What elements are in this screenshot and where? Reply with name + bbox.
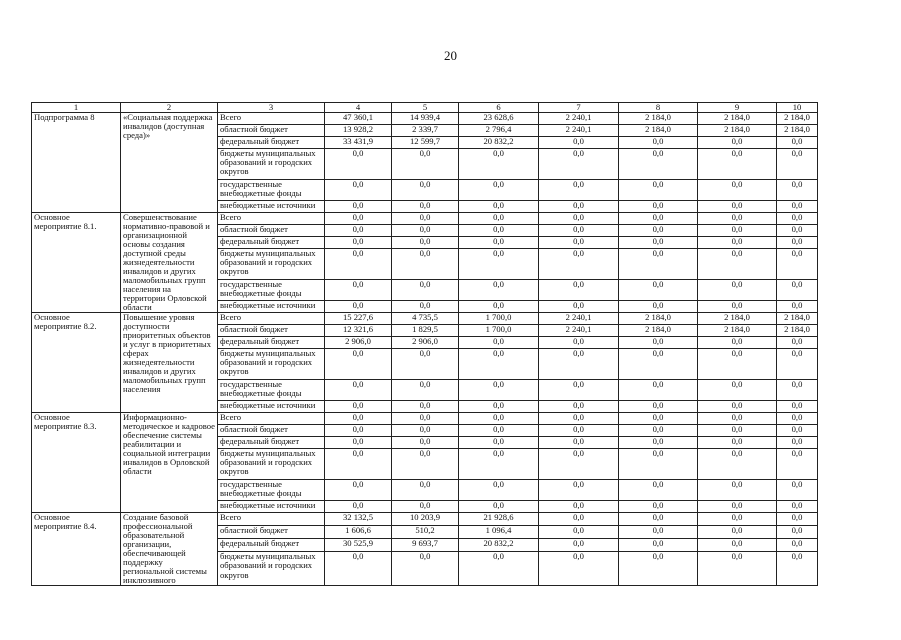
column-header: 6 (459, 103, 539, 113)
amount-cell: 0,0 (539, 526, 619, 539)
amount-cell: 10 203,9 (392, 513, 459, 526)
amount-cell: 0,0 (777, 337, 818, 349)
table-row (32, 513, 818, 526)
amount-cell: 0,0 (392, 349, 459, 380)
amount-cell: 2 184,0 (698, 125, 777, 137)
amount-cell: 0,0 (777, 437, 818, 449)
amount-cell: 0,0 (392, 401, 459, 413)
amount-cell: 0,0 (619, 225, 698, 237)
amount-cell: 21 928,6 (459, 513, 539, 526)
amount-cell: 0,0 (619, 137, 698, 149)
amount-cell: 0,0 (698, 380, 777, 401)
amount-cell: 0,0 (777, 513, 818, 526)
amount-cell: 0,0 (539, 225, 619, 237)
amount-cell: 0,0 (539, 513, 619, 526)
amount-cell: 0,0 (698, 213, 777, 225)
amount-cell: 0,0 (325, 280, 392, 301)
amount-cell: 1 829,5 (392, 325, 459, 337)
amount-cell: 0,0 (777, 301, 818, 313)
amount-cell: 0,0 (777, 480, 818, 501)
amount-cell: 0,0 (619, 201, 698, 213)
amount-cell: 0,0 (392, 449, 459, 480)
amount-cell: 0,0 (777, 213, 818, 225)
amount-cell: 2 184,0 (619, 313, 698, 325)
amount-cell: 2 906,0 (325, 337, 392, 349)
amount-cell: 0,0 (777, 526, 818, 539)
table-row (32, 313, 818, 325)
amount-cell: 0,0 (698, 349, 777, 380)
amount-cell: 2 184,0 (777, 125, 818, 137)
amount-cell: 0,0 (619, 539, 698, 552)
amount-cell: 0,0 (698, 180, 777, 201)
amount-cell: 0,0 (619, 380, 698, 401)
amount-cell: 0,0 (698, 301, 777, 313)
amount-cell: 4 735,5 (392, 313, 459, 325)
page-number: 20 (444, 48, 457, 63)
amount-cell: 1 096,4 (459, 526, 539, 539)
amount-cell: 2 184,0 (777, 313, 818, 325)
funding-source: Всего (218, 213, 325, 225)
amount-cell: 0,0 (698, 501, 777, 513)
amount-cell: 0,0 (325, 449, 392, 480)
amount-cell: 47 360,1 (325, 113, 392, 125)
funding-source: федеральный бюджет (218, 437, 325, 449)
program-code: Основное мероприятие 8.3. (32, 413, 121, 513)
amount-cell: 2 240,1 (539, 113, 619, 125)
amount-cell: 0,0 (698, 225, 777, 237)
program-code: Основное мероприятие 8.2. (32, 313, 121, 413)
amount-cell: 0,0 (777, 225, 818, 237)
amount-cell: 0,0 (539, 237, 619, 249)
amount-cell: 0,0 (539, 539, 619, 552)
amount-cell: 0,0 (619, 213, 698, 225)
amount-cell: 0,0 (777, 201, 818, 213)
amount-cell: 0,0 (698, 280, 777, 301)
column-header: 2 (121, 103, 218, 113)
amount-cell: 0,0 (325, 380, 392, 401)
amount-cell: 0,0 (539, 137, 619, 149)
amount-cell: 0,0 (777, 237, 818, 249)
amount-cell: 0,0 (777, 449, 818, 480)
table-row (32, 213, 818, 225)
amount-cell: 23 628,6 (459, 113, 539, 125)
amount-cell: 1 606,6 (325, 526, 392, 539)
amount-cell: 0,0 (698, 137, 777, 149)
amount-cell: 20 832,2 (459, 539, 539, 552)
amount-cell: 0,0 (777, 425, 818, 437)
funding-source: бюджеты муниципальных образований и городских округов (218, 552, 325, 586)
funding-source: бюджеты муниципальных образований и городских округов (218, 449, 325, 480)
amount-cell: 0,0 (325, 437, 392, 449)
amount-cell: 0,0 (619, 401, 698, 413)
amount-cell: 0,0 (392, 301, 459, 313)
funding-source: федеральный бюджет (218, 237, 325, 249)
amount-cell: 0,0 (698, 552, 777, 586)
column-header: 1 (32, 103, 121, 113)
amount-cell: 20 832,2 (459, 137, 539, 149)
amount-cell: 0,0 (539, 501, 619, 513)
amount-cell: 0,0 (459, 425, 539, 437)
amount-cell: 2 240,1 (539, 313, 619, 325)
amount-cell: 0,0 (698, 449, 777, 480)
amount-cell: 0,0 (392, 552, 459, 586)
amount-cell: 0,0 (619, 552, 698, 586)
amount-cell: 0,0 (459, 180, 539, 201)
amount-cell: 0,0 (619, 526, 698, 539)
amount-cell: 0,0 (619, 413, 698, 425)
amount-cell: 0,0 (777, 137, 818, 149)
amount-cell: 0,0 (459, 301, 539, 313)
amount-cell: 0,0 (619, 501, 698, 513)
amount-cell: 0,0 (539, 449, 619, 480)
amount-cell: 0,0 (539, 213, 619, 225)
funding-source: внебюджетные источники (218, 401, 325, 413)
amount-cell: 1 700,0 (459, 325, 539, 337)
amount-cell: 0,0 (539, 380, 619, 401)
column-header: 8 (619, 103, 698, 113)
amount-cell: 0,0 (777, 401, 818, 413)
funding-source: государственные внебюджетные фонды (218, 380, 325, 401)
amount-cell: 0,0 (619, 437, 698, 449)
amount-cell: 0,0 (392, 480, 459, 501)
column-header: 3 (218, 103, 325, 113)
funding-source: государственные внебюджетные фонды (218, 280, 325, 301)
amount-cell: 0,0 (539, 280, 619, 301)
amount-cell: 0,0 (619, 280, 698, 301)
amount-cell: 9 693,7 (392, 539, 459, 552)
amount-cell: 2 184,0 (777, 113, 818, 125)
amount-cell: 0,0 (459, 201, 539, 213)
amount-cell: 0,0 (619, 480, 698, 501)
funding-source: областной бюджет (218, 526, 325, 539)
amount-cell: 0,0 (325, 552, 392, 586)
table-row (32, 113, 818, 125)
funding-source: областной бюджет (218, 125, 325, 137)
funding-source: бюджеты муниципальных образований и городских округов (218, 249, 325, 280)
amount-cell: 0,0 (539, 425, 619, 437)
amount-cell: 0,0 (619, 180, 698, 201)
funding-source: государственные внебюджетные фонды (218, 180, 325, 201)
amount-cell: 0,0 (698, 337, 777, 349)
amount-cell: 0,0 (392, 225, 459, 237)
amount-cell: 0,0 (392, 425, 459, 437)
amount-cell: 0,0 (459, 437, 539, 449)
funding-source: внебюджетные источники (218, 301, 325, 313)
amount-cell: 0,0 (325, 249, 392, 280)
amount-cell: 0,0 (539, 249, 619, 280)
amount-cell: 0,0 (698, 480, 777, 501)
amount-cell: 0,0 (777, 380, 818, 401)
amount-cell: 0,0 (325, 213, 392, 225)
amount-cell: 0,0 (619, 237, 698, 249)
amount-cell: 2 184,0 (698, 325, 777, 337)
funding-source: бюджеты муниципальных образований и городских округов (218, 349, 325, 380)
amount-cell: 0,0 (325, 201, 392, 213)
amount-cell: 0,0 (777, 180, 818, 201)
amount-cell: 0,0 (539, 337, 619, 349)
amount-cell: 0,0 (392, 180, 459, 201)
amount-cell: 2 796,4 (459, 125, 539, 137)
amount-cell: 0,0 (698, 526, 777, 539)
amount-cell: 0,0 (777, 413, 818, 425)
amount-cell: 0,0 (777, 249, 818, 280)
amount-cell: 0,0 (698, 437, 777, 449)
program-name: Совершенствование нормативно-правовой и организационной основы создания доступной среды жизнедеятельности инвалидов и других маломобильных групп населения на территории Орловской области (121, 213, 218, 313)
budget-table (31, 102, 818, 586)
amount-cell: 0,0 (459, 413, 539, 425)
amount-cell: 0,0 (325, 425, 392, 437)
amount-cell: 0,0 (459, 552, 539, 586)
amount-cell: 0,0 (698, 201, 777, 213)
amount-cell: 0,0 (539, 401, 619, 413)
program-code: Основное мероприятие 8.1. (32, 213, 121, 313)
amount-cell: 0,0 (619, 337, 698, 349)
amount-cell: 0,0 (698, 413, 777, 425)
table-row (32, 413, 818, 425)
amount-cell: 0,0 (698, 425, 777, 437)
amount-cell: 0,0 (325, 401, 392, 413)
amount-cell: 32 132,5 (325, 513, 392, 526)
amount-cell: 0,0 (392, 213, 459, 225)
amount-cell: 0,0 (539, 180, 619, 201)
funding-source: Всего (218, 113, 325, 125)
amount-cell: 12 599,7 (392, 137, 459, 149)
amount-cell: 0,0 (392, 149, 459, 180)
amount-cell: 0,0 (698, 149, 777, 180)
funding-source: Всего (218, 513, 325, 526)
column-header: 5 (392, 103, 459, 113)
funding-source: областной бюджет (218, 225, 325, 237)
amount-cell: 0,0 (619, 349, 698, 380)
funding-source: Всего (218, 413, 325, 425)
amount-cell: 0,0 (325, 149, 392, 180)
funding-source: бюджеты муниципальных образований и городских округов (218, 149, 325, 180)
program-code: Основное мероприятие 8.4. (32, 513, 121, 586)
amount-cell: 0,0 (325, 413, 392, 425)
amount-cell: 2 184,0 (777, 325, 818, 337)
amount-cell: 2 184,0 (619, 113, 698, 125)
amount-cell: 0,0 (777, 501, 818, 513)
amount-cell: 13 928,2 (325, 125, 392, 137)
amount-cell: 2 184,0 (698, 113, 777, 125)
amount-cell: 0,0 (459, 249, 539, 280)
funding-source: государственные внебюджетные фонды (218, 480, 325, 501)
amount-cell: 2 240,1 (539, 125, 619, 137)
amount-cell: 0,0 (325, 225, 392, 237)
amount-cell: 0,0 (325, 480, 392, 501)
amount-cell: 14 939,4 (392, 113, 459, 125)
amount-cell: 2 339,7 (392, 125, 459, 137)
amount-cell: 0,0 (325, 237, 392, 249)
amount-cell: 0,0 (539, 301, 619, 313)
amount-cell: 2 906,0 (392, 337, 459, 349)
amount-cell: 0,0 (459, 449, 539, 480)
amount-cell: 0,0 (459, 480, 539, 501)
program-code: Подпрограмма 8 (32, 113, 121, 213)
amount-cell: 0,0 (392, 237, 459, 249)
funding-source: федеральный бюджет (218, 137, 325, 149)
amount-cell: 0,0 (539, 437, 619, 449)
amount-cell: 0,0 (459, 337, 539, 349)
amount-cell: 0,0 (392, 501, 459, 513)
amount-cell: 0,0 (539, 552, 619, 586)
amount-cell: 2 240,1 (539, 325, 619, 337)
amount-cell: 0,0 (459, 237, 539, 249)
amount-cell: 2 184,0 (698, 313, 777, 325)
amount-cell: 12 321,6 (325, 325, 392, 337)
amount-cell: 0,0 (619, 149, 698, 180)
amount-cell: 2 184,0 (619, 125, 698, 137)
amount-cell: 0,0 (459, 225, 539, 237)
funding-source: Всего (218, 313, 325, 325)
amount-cell: 1 700,0 (459, 313, 539, 325)
amount-cell: 0,0 (539, 413, 619, 425)
funding-source: внебюджетные источники (218, 501, 325, 513)
funding-source: федеральный бюджет (218, 337, 325, 349)
amount-cell: 510,2 (392, 526, 459, 539)
amount-cell: 0,0 (325, 180, 392, 201)
amount-cell: 0,0 (619, 249, 698, 280)
amount-cell: 0,0 (777, 539, 818, 552)
column-header: 4 (325, 103, 392, 113)
amount-cell: 0,0 (539, 201, 619, 213)
amount-cell: 0,0 (539, 349, 619, 380)
header-row (32, 103, 818, 113)
amount-cell: 0,0 (459, 401, 539, 413)
amount-cell: 0,0 (777, 349, 818, 380)
funding-source: федеральный бюджет (218, 539, 325, 552)
amount-cell: 0,0 (392, 380, 459, 401)
amount-cell: 0,0 (698, 237, 777, 249)
amount-cell: 0,0 (539, 480, 619, 501)
amount-cell: 0,0 (619, 513, 698, 526)
amount-cell: 0,0 (392, 280, 459, 301)
amount-cell: 0,0 (698, 249, 777, 280)
amount-cell: 0,0 (459, 380, 539, 401)
amount-cell: 0,0 (459, 501, 539, 513)
amount-cell: 0,0 (619, 301, 698, 313)
program-name: Повышение уровня доступности приоритетных объектов и услуг в приоритетных сферах жизнедеятельности инвалидов и других маломобильных групп населения (121, 313, 218, 413)
amount-cell: 0,0 (777, 149, 818, 180)
amount-cell: 0,0 (392, 437, 459, 449)
column-header: 9 (698, 103, 777, 113)
funding-source: внебюджетные источники (218, 201, 325, 213)
amount-cell: 0,0 (392, 201, 459, 213)
amount-cell: 0,0 (325, 349, 392, 380)
amount-cell: 33 431,9 (325, 137, 392, 149)
program-name: Создание базовой профессиональной образовательной организации, обеспечивающей поддержку региональной системы инклюзивного (121, 513, 218, 586)
amount-cell: 30 525,9 (325, 539, 392, 552)
program-name: «Социальная поддержка инвалидов (доступная среда)» (121, 113, 218, 213)
amount-cell: 0,0 (459, 349, 539, 380)
amount-cell: 0,0 (539, 149, 619, 180)
amount-cell: 0,0 (392, 249, 459, 280)
amount-cell: 0,0 (459, 213, 539, 225)
amount-cell: 0,0 (459, 280, 539, 301)
amount-cell: 0,0 (459, 149, 539, 180)
amount-cell: 0,0 (698, 401, 777, 413)
column-header: 10 (777, 103, 818, 113)
funding-source: областной бюджет (218, 425, 325, 437)
amount-cell: 0,0 (325, 301, 392, 313)
amount-cell: 0,0 (619, 449, 698, 480)
amount-cell: 0,0 (777, 280, 818, 301)
amount-cell: 0,0 (698, 539, 777, 552)
amount-cell: 0,0 (777, 552, 818, 586)
amount-cell: 0,0 (392, 413, 459, 425)
funding-source: областной бюджет (218, 325, 325, 337)
program-name: Информационно-методическое и кадровое обеспечение системы реабилитации и социальной интеграции инвалидов в Орловской области (121, 413, 218, 513)
amount-cell: 15 227,6 (325, 313, 392, 325)
amount-cell: 0,0 (698, 513, 777, 526)
column-header: 7 (539, 103, 619, 113)
amount-cell: 0,0 (619, 425, 698, 437)
amount-cell: 0,0 (325, 501, 392, 513)
amount-cell: 2 184,0 (619, 325, 698, 337)
